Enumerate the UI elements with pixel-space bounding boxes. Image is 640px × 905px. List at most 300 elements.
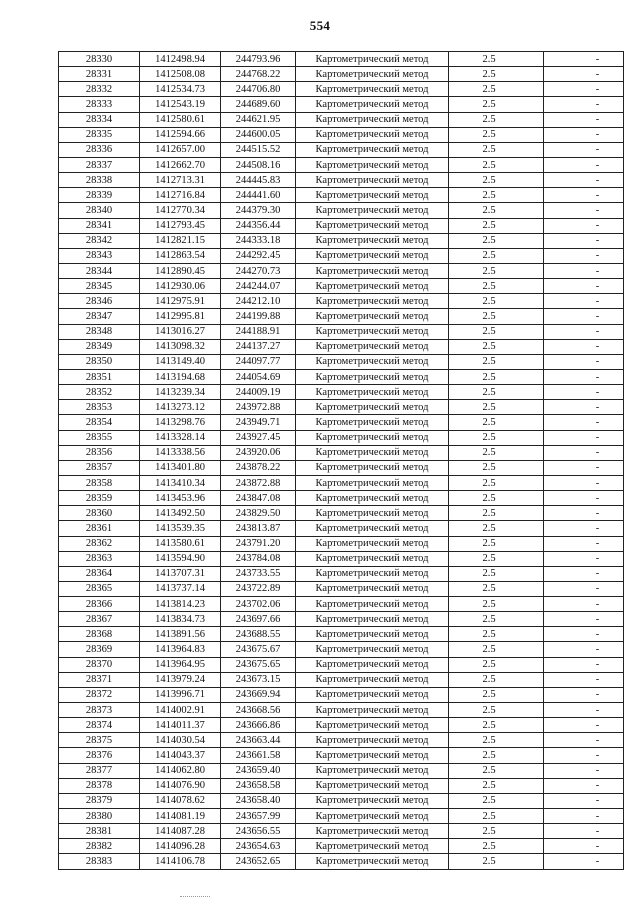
extra-cell-text: -: [595, 522, 600, 534]
y-coordinate-cell: 243688.55: [221, 627, 296, 642]
method-cell: Картометрический метод: [296, 188, 449, 203]
table-row: [59, 809, 624, 824]
table-row: [59, 475, 624, 490]
table-row: [59, 627, 624, 642]
table-row: [59, 778, 624, 793]
point-number-cell: 28351: [59, 369, 140, 384]
table-row: [59, 612, 624, 627]
method-cell: Картометрический метод: [296, 203, 449, 218]
point-number-cell: 28348: [59, 324, 140, 339]
accuracy-cell-text: 2.5: [482, 825, 496, 837]
y-coordinate-cell: 244508.16: [221, 157, 296, 172]
x-coordinate-cell: 1412890.45: [140, 263, 221, 278]
y-coordinate-cell: 244621.95: [221, 112, 296, 127]
method-cell: Картометрический метод: [296, 263, 449, 278]
accuracy-cell: [449, 612, 544, 627]
extra-cell: [544, 369, 624, 384]
point-number-cell: 28355: [59, 430, 140, 445]
point-number-cell: 28353: [59, 400, 140, 415]
y-coordinate-cell: 244689.60: [221, 97, 296, 112]
y-coordinate-cell: 243697.66: [221, 612, 296, 627]
accuracy-cell: [449, 763, 544, 778]
extra-cell: [544, 854, 624, 869]
table-row: [59, 67, 624, 82]
point-number-cell: 28373: [59, 703, 140, 718]
accuracy-cell-text: 2.5: [482, 220, 496, 232]
extra-cell-text: -: [595, 553, 600, 565]
x-coordinate-cell: 1413149.40: [140, 354, 221, 369]
extra-cell-text: -: [595, 326, 600, 338]
extra-cell-text: -: [595, 159, 600, 171]
extra-cell: [544, 642, 624, 657]
accuracy-cell: [449, 748, 544, 763]
extra-cell-text: -: [595, 674, 600, 686]
accuracy-cell: [449, 824, 544, 839]
table-row: [59, 491, 624, 506]
accuracy-cell: [449, 385, 544, 400]
accuracy-cell: [449, 97, 544, 112]
method-cell: Картометрический метод: [296, 687, 449, 702]
y-coordinate-cell: 243927.45: [221, 430, 296, 445]
extra-cell: [544, 82, 624, 97]
extra-cell: [544, 309, 624, 324]
extra-cell-text: -: [595, 401, 600, 413]
accuracy-cell: [449, 460, 544, 475]
point-number-cell: 28358: [59, 475, 140, 490]
y-coordinate-cell: 243872.88: [221, 475, 296, 490]
extra-cell: [544, 52, 624, 67]
method-cell: Картометрический метод: [296, 173, 449, 188]
extra-cell: [544, 748, 624, 763]
extra-cell: [544, 354, 624, 369]
method-cell: Картометрический метод: [296, 854, 449, 869]
method-cell: Картометрический метод: [296, 809, 449, 824]
x-coordinate-cell: 1414096.28: [140, 839, 221, 854]
accuracy-cell: [449, 248, 544, 263]
accuracy-cell: [449, 218, 544, 233]
point-number-cell: 28365: [59, 581, 140, 596]
extra-cell-text: -: [595, 795, 600, 807]
accuracy-cell-text: 2.5: [482, 250, 496, 262]
extra-cell-text: -: [595, 462, 600, 474]
accuracy-cell: [449, 566, 544, 581]
accuracy-cell: [449, 294, 544, 309]
extra-cell: [544, 400, 624, 415]
table-row: [59, 188, 624, 203]
table-row: [59, 309, 624, 324]
extra-cell: [544, 597, 624, 612]
accuracy-cell-text: 2.5: [482, 129, 496, 141]
extra-cell-text: -: [595, 386, 600, 398]
table-row: [59, 279, 624, 294]
extra-cell: [544, 718, 624, 733]
extra-cell-text: -: [595, 583, 600, 595]
x-coordinate-cell: 1412662.70: [140, 157, 221, 172]
accuracy-cell-text: 2.5: [482, 416, 496, 428]
extra-cell-text: -: [595, 220, 600, 232]
accuracy-cell-text: 2.5: [482, 598, 496, 610]
extra-cell-text: -: [595, 825, 600, 837]
accuracy-cell-text: 2.5: [482, 840, 496, 852]
extra-cell-text: -: [595, 341, 600, 353]
point-number-cell: 28368: [59, 627, 140, 642]
accuracy-cell-text: 2.5: [482, 356, 496, 368]
table-row: [59, 566, 624, 581]
extra-cell-text: -: [595, 83, 600, 95]
y-coordinate-cell: 243666.86: [221, 718, 296, 733]
method-cell: Картометрический метод: [296, 354, 449, 369]
extra-cell: [544, 188, 624, 203]
accuracy-cell-text: 2.5: [482, 341, 496, 353]
accuracy-cell-text: 2.5: [482, 477, 496, 489]
x-coordinate-cell: 1413401.80: [140, 460, 221, 475]
y-coordinate-cell: 243702.06: [221, 597, 296, 612]
point-number-cell: 28377: [59, 763, 140, 778]
y-coordinate-cell: 243878.22: [221, 460, 296, 475]
method-cell: Картометрический метод: [296, 52, 449, 67]
accuracy-cell: [449, 369, 544, 384]
y-coordinate-cell: 244441.60: [221, 188, 296, 203]
accuracy-cell-text: 2.5: [482, 462, 496, 474]
accuracy-cell-text: 2.5: [482, 765, 496, 777]
accuracy-cell-text: 2.5: [482, 538, 496, 550]
table-row: [59, 748, 624, 763]
point-number-cell: 28344: [59, 263, 140, 278]
method-cell: Картометрический метод: [296, 733, 449, 748]
point-number-cell: 28343: [59, 248, 140, 263]
y-coordinate-cell: 244054.69: [221, 369, 296, 384]
method-cell: Картометрический метод: [296, 400, 449, 415]
accuracy-cell: [449, 82, 544, 97]
y-coordinate-cell: 243972.88: [221, 400, 296, 415]
method-cell: Картометрический метод: [296, 324, 449, 339]
x-coordinate-cell: 1412543.19: [140, 97, 221, 112]
accuracy-cell-text: 2.5: [482, 674, 496, 686]
extra-cell: [544, 809, 624, 824]
method-cell: Картометрический метод: [296, 415, 449, 430]
method-cell: Картометрический метод: [296, 339, 449, 354]
extra-cell: [544, 279, 624, 294]
point-number-cell: 28345: [59, 279, 140, 294]
x-coordinate-cell: 1413996.71: [140, 687, 221, 702]
table-row: [59, 460, 624, 475]
point-number-cell: 28331: [59, 67, 140, 82]
y-coordinate-cell: 244270.73: [221, 263, 296, 278]
table-row: [59, 52, 624, 67]
point-number-cell: 28374: [59, 718, 140, 733]
extra-cell: [544, 339, 624, 354]
extra-cell: [544, 475, 624, 490]
accuracy-cell-text: 2.5: [482, 159, 496, 171]
accuracy-cell-text: 2.5: [482, 432, 496, 444]
extra-cell: [544, 551, 624, 566]
table-row: [59, 521, 624, 536]
extra-cell: [544, 385, 624, 400]
extra-cell: [544, 415, 624, 430]
method-cell: Картометрический метод: [296, 763, 449, 778]
y-coordinate-cell: 244445.83: [221, 173, 296, 188]
extra-cell-text: -: [595, 280, 600, 292]
extra-cell: [544, 793, 624, 808]
table-row: [59, 218, 624, 233]
accuracy-cell-text: 2.5: [482, 204, 496, 216]
x-coordinate-cell: 1412534.73: [140, 82, 221, 97]
accuracy-cell: [449, 142, 544, 157]
table-row: [59, 339, 624, 354]
accuracy-cell: [449, 506, 544, 521]
accuracy-cell-text: 2.5: [482, 583, 496, 595]
extra-cell: [544, 324, 624, 339]
y-coordinate-cell: 243656.55: [221, 824, 296, 839]
extra-cell-text: -: [595, 432, 600, 444]
x-coordinate-cell: 1413964.83: [140, 642, 221, 657]
method-cell: Картометрический метод: [296, 82, 449, 97]
method-cell: Картометрический метод: [296, 536, 449, 551]
point-number-cell: 28362: [59, 536, 140, 551]
point-number-cell: 28383: [59, 854, 140, 869]
extra-cell-text: -: [595, 416, 600, 428]
y-coordinate-cell: 244379.30: [221, 203, 296, 218]
extra-cell-text: -: [595, 689, 600, 701]
method-cell: Картометрический метод: [296, 233, 449, 248]
accuracy-cell-text: 2.5: [482, 492, 496, 504]
table-row: [59, 203, 624, 218]
point-number-cell: 28337: [59, 157, 140, 172]
accuracy-cell-text: 2.5: [482, 83, 496, 95]
accuracy-cell-text: 2.5: [482, 174, 496, 186]
extra-cell: [544, 445, 624, 460]
extra-cell-text: -: [595, 507, 600, 519]
point-number-cell: 28371: [59, 672, 140, 687]
y-coordinate-cell: 243657.99: [221, 809, 296, 824]
x-coordinate-cell: 1413594.90: [140, 551, 221, 566]
point-number-cell: 28360: [59, 506, 140, 521]
accuracy-cell-text: 2.5: [482, 295, 496, 307]
point-number-cell: 28342: [59, 233, 140, 248]
y-coordinate-cell: 244097.77: [221, 354, 296, 369]
x-coordinate-cell: 1413979.24: [140, 672, 221, 687]
extra-cell-text: -: [595, 765, 600, 777]
point-number-cell: 28341: [59, 218, 140, 233]
extra-cell: [544, 157, 624, 172]
table-row: [59, 687, 624, 702]
x-coordinate-cell: 1413580.61: [140, 536, 221, 551]
x-coordinate-cell: 1412930.06: [140, 279, 221, 294]
table-row: [59, 581, 624, 596]
x-coordinate-cell: 1412863.54: [140, 248, 221, 263]
extra-cell: [544, 763, 624, 778]
accuracy-cell: [449, 733, 544, 748]
x-coordinate-cell: 1413737.14: [140, 581, 221, 596]
x-coordinate-cell: 1412793.45: [140, 218, 221, 233]
accuracy-cell: [449, 854, 544, 869]
x-coordinate-cell: 1412580.61: [140, 112, 221, 127]
method-cell: Картометрический метод: [296, 218, 449, 233]
y-coordinate-cell: 244188.91: [221, 324, 296, 339]
point-number-cell: 28330: [59, 52, 140, 67]
method-cell: Картометрический метод: [296, 369, 449, 384]
y-coordinate-cell: 243659.40: [221, 763, 296, 778]
point-number-cell: 28346: [59, 294, 140, 309]
x-coordinate-cell: 1413273.12: [140, 400, 221, 415]
accuracy-cell: [449, 657, 544, 672]
accuracy-cell: [449, 233, 544, 248]
table-row: [59, 385, 624, 400]
point-number-cell: 28372: [59, 687, 140, 702]
point-number-cell: 28336: [59, 142, 140, 157]
x-coordinate-cell: 1413707.31: [140, 566, 221, 581]
point-number-cell: 28333: [59, 97, 140, 112]
method-cell: Картометрический метод: [296, 551, 449, 566]
point-number-cell: 28366: [59, 597, 140, 612]
point-number-cell: 28338: [59, 173, 140, 188]
point-number-cell: 28370: [59, 657, 140, 672]
x-coordinate-cell: 1413410.34: [140, 475, 221, 490]
y-coordinate-cell: 244199.88: [221, 309, 296, 324]
method-cell: Картометрический метод: [296, 430, 449, 445]
point-number-cell: 28332: [59, 82, 140, 97]
x-coordinate-cell: 1412716.84: [140, 188, 221, 203]
method-cell: Картометрический метод: [296, 657, 449, 672]
table-row: [59, 97, 624, 112]
x-coordinate-cell: 1412770.34: [140, 203, 221, 218]
point-number-cell: 28363: [59, 551, 140, 566]
extra-cell: [544, 581, 624, 596]
extra-cell: [544, 703, 624, 718]
method-cell: Картометрический метод: [296, 460, 449, 475]
extra-cell-text: -: [595, 628, 600, 640]
point-number-cell: 28364: [59, 566, 140, 581]
method-cell: Картометрический метод: [296, 506, 449, 521]
extra-cell: [544, 733, 624, 748]
extra-cell: [544, 627, 624, 642]
extra-cell-text: -: [595, 235, 600, 247]
extra-cell-text: -: [595, 265, 600, 277]
accuracy-cell-text: 2.5: [482, 310, 496, 322]
accuracy-cell: [449, 263, 544, 278]
table-row: [59, 733, 624, 748]
table-row: [59, 839, 624, 854]
extra-cell-text: -: [595, 371, 600, 383]
accuracy-cell: [449, 203, 544, 218]
extra-cell-text: -: [595, 144, 600, 156]
extra-cell-text: -: [595, 356, 600, 368]
table-row: [59, 294, 624, 309]
method-cell: Картометрический метод: [296, 824, 449, 839]
point-number-cell: 28369: [59, 642, 140, 657]
table-row: [59, 551, 624, 566]
method-cell: Картометрический метод: [296, 793, 449, 808]
accuracy-cell: [449, 445, 544, 460]
accuracy-cell: [449, 809, 544, 824]
y-coordinate-cell: 244292.45: [221, 248, 296, 263]
table-row: [59, 642, 624, 657]
x-coordinate-cell: 1414062.80: [140, 763, 221, 778]
extra-cell-text: -: [595, 538, 600, 550]
table-row: [59, 445, 624, 460]
table-row: [59, 127, 624, 142]
table-row: [59, 82, 624, 97]
table-row: [59, 400, 624, 415]
y-coordinate-cell: 243920.06: [221, 445, 296, 460]
point-number-cell: 28380: [59, 809, 140, 824]
accuracy-cell-text: 2.5: [482, 114, 496, 126]
accuracy-cell-text: 2.5: [482, 371, 496, 383]
extra-cell: [544, 263, 624, 278]
extra-cell: [544, 460, 624, 475]
accuracy-cell-text: 2.5: [482, 689, 496, 701]
method-cell: Картометрический метод: [296, 127, 449, 142]
x-coordinate-cell: 1414002.91: [140, 703, 221, 718]
accuracy-cell-text: 2.5: [482, 98, 496, 110]
accuracy-cell-text: 2.5: [482, 553, 496, 565]
method-cell: Картометрический метод: [296, 703, 449, 718]
footer-mark: [180, 896, 210, 898]
method-cell: Картометрический метод: [296, 157, 449, 172]
extra-cell: [544, 491, 624, 506]
extra-cell: [544, 672, 624, 687]
x-coordinate-cell: 1413814.23: [140, 597, 221, 612]
extra-cell: [544, 112, 624, 127]
page-number: 554: [309, 18, 331, 33]
accuracy-cell-text: 2.5: [482, 53, 496, 65]
accuracy-cell-text: 2.5: [482, 507, 496, 519]
y-coordinate-cell: 243813.87: [221, 521, 296, 536]
method-cell: Картометрический метод: [296, 279, 449, 294]
y-coordinate-cell: 243949.71: [221, 415, 296, 430]
accuracy-cell-text: 2.5: [482, 795, 496, 807]
x-coordinate-cell: 1412657.00: [140, 142, 221, 157]
table-row: [59, 536, 624, 551]
x-coordinate-cell: 1412995.81: [140, 309, 221, 324]
extra-cell-text: -: [595, 568, 600, 580]
method-cell: Картометрический метод: [296, 445, 449, 460]
x-coordinate-cell: 1413834.73: [140, 612, 221, 627]
method-cell: Картометрический метод: [296, 67, 449, 82]
method-cell: Картометрический метод: [296, 612, 449, 627]
x-coordinate-cell: 1412713.31: [140, 173, 221, 188]
point-number-cell: 28339: [59, 188, 140, 203]
extra-cell: [544, 67, 624, 82]
y-coordinate-cell: 243722.89: [221, 581, 296, 596]
table-row: [59, 824, 624, 839]
accuracy-cell: [449, 491, 544, 506]
x-coordinate-cell: 1412594.66: [140, 127, 221, 142]
extra-cell: [544, 203, 624, 218]
x-coordinate-cell: 1414106.78: [140, 854, 221, 869]
accuracy-cell: [449, 279, 544, 294]
x-coordinate-cell: 1413539.35: [140, 521, 221, 536]
extra-cell-text: -: [595, 598, 600, 610]
accuracy-cell-text: 2.5: [482, 644, 496, 656]
x-coordinate-cell: 1414043.37: [140, 748, 221, 763]
extra-cell: [544, 127, 624, 142]
y-coordinate-cell: 243663.44: [221, 733, 296, 748]
method-cell: Картометрический метод: [296, 248, 449, 263]
extra-cell-text: -: [595, 174, 600, 186]
x-coordinate-cell: 1414081.19: [140, 809, 221, 824]
x-coordinate-cell: 1413194.68: [140, 369, 221, 384]
extra-cell-text: -: [595, 189, 600, 201]
y-coordinate-cell: 243654.63: [221, 839, 296, 854]
accuracy-cell: [449, 430, 544, 445]
x-coordinate-cell: 1414030.54: [140, 733, 221, 748]
extra-cell: [544, 142, 624, 157]
method-cell: Картометрический метод: [296, 718, 449, 733]
extra-cell-text: -: [595, 810, 600, 822]
y-coordinate-cell: 244356.44: [221, 218, 296, 233]
extra-cell: [544, 612, 624, 627]
